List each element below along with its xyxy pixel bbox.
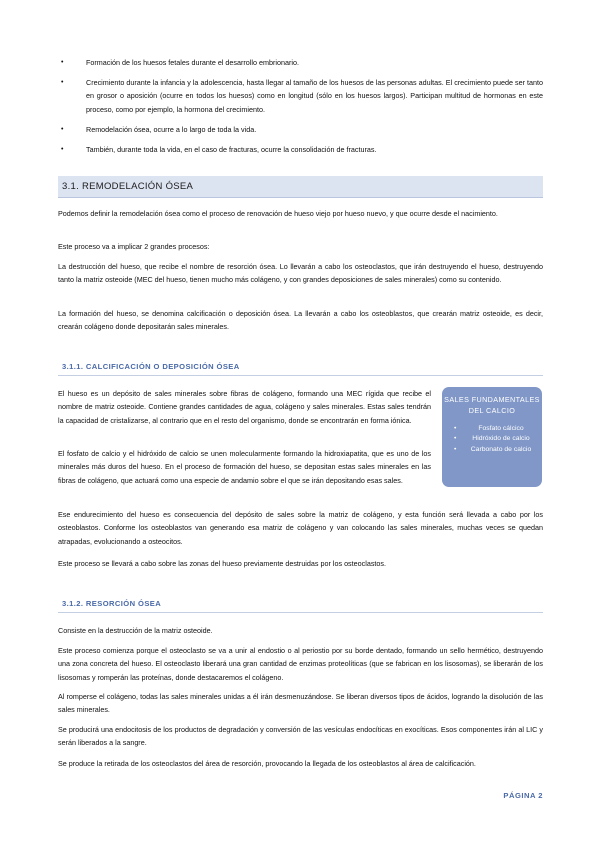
calcium-salts-sidebox (442, 387, 542, 487)
paragraph: Consiste en la destrucción de la matriz osteoide. (58, 626, 213, 635)
paragraph: Este proceso se llevará a cabo sobre las zonas del hueso previamente destruidas por los osteoclastos. (58, 559, 387, 568)
bullet-icon: • (61, 125, 64, 133)
paragraph: Este proceso comienza porque el osteoclasto se va a unir al endostio o al periostio por su borde dentado, formando un sello hermético, destruyendo una zona concreta del hueso. El osteoclasto liberará una gran cantidad de enzimas proteolíticas (que se fabrican en los lisosomas), se liberarán de los lisosomas y romperán las proteínas, donde destacaremos el colágeno. (58, 646, 543, 682)
bullet-icon: • (61, 146, 64, 154)
sidebox-item: • Carbonato de calcio (442, 445, 542, 455)
section-heading-remodelacion: 3.1. REMODELACIÓN ÓSEA (58, 176, 543, 198)
sidebox-item: • Fosfato cálcico (442, 424, 542, 434)
sidebox-title: SALES FUNDAMENTALES DEL CALCIO (444, 395, 540, 415)
bullet-item: • También, durante toda la vida, en el caso de fracturas, ocurre la consolidación de fracturas. (58, 143, 543, 156)
bullet-icon: • (454, 435, 457, 443)
paragraph: El fosfato de calcio y el hidróxido de calcio se unen molecularmente formando la hidroxiapatita, que es uno de los minerales más duros del hueso. En el proceso de formación del hueso, se depositan estas sales minerales en las fibras de colágeno, que actuará como una especie de andamio sobre el que se irán depositando esas sales. (58, 449, 431, 485)
subsection-heading-resorcion: 3.1.2. RESORCIÓN ÓSEA (58, 595, 543, 613)
subsection-heading-calcificacion: 3.1.1. CALCIFICACIÓN O DEPOSICIÓN ÓSEA (58, 358, 543, 376)
page-number: PÁGINA 2 (503, 791, 543, 800)
bullet-icon: • (454, 425, 457, 432)
paragraph: El hueso es un depósito de sales minerales sobre fibras de colágeno, formando una MEC rígida que recibe el nombre de matriz osteoide. Contiene grandes cantidades de agua, colágeno y sales minerales. Estas sales tendrán la capacidad de cristalizarse, al contrario que en el resto del organismo, donde se encontrarán en forma iónica. (58, 389, 431, 425)
paragraph: La destrucción del hueso, que recibe el nombre de resorción ósea. Lo llevarán a cabo los osteoclastos, que irán destruyendo el hueso, destruyendo tanto la matriz osteoide (MEC del hueso, tienen mucho más colágeno, y con grandes deposiciones de sales minerales) como su contenido. (58, 262, 543, 285)
bullet-icon: • (61, 79, 64, 87)
paragraph: Se producirá una endocitosis de los productos de degradación y conversión de las vesículas endocíticas en exocíticas. Esos componentes irán al LIC y serán liberados a la sangre. (58, 725, 543, 748)
bullet-item: • Crecimiento durante la infancia y la adolescencia, hasta llegar al tamaño de los huesos de las personas adultas. El crecimiento puede ser tanto en grosor o aposición (ocurre en todos los huesos) como en longitud (sólo en los huesos largos). Participan multitud de hormonas en este proceso, como por ejemplo, la hormona del crecimiento. (61, 78, 543, 114)
bullet-item: • Formación de los huesos fetales durante el desarrollo embrionario. (58, 56, 543, 69)
paragraph: Podemos definir la remodelación ósea como el proceso de renovación de hueso viejo por hueso nuevo, y que ocurre desde el nacimiento. (58, 209, 498, 218)
bullet-list (58, 56, 543, 163)
bullet-item: • Remodelación ósea, ocurre a lo largo de toda la vida. (58, 123, 543, 136)
paragraph: La formación del hueso, se denomina calcificación o deposición ósea. La llevarán a cabo los osteoblastos, que crearán matriz osteoide, es decir, crearán colágeno donde depositarán sales minerales. (58, 309, 543, 332)
bullet-icon: • (61, 59, 64, 66)
sidebox-item: • Hidróxido de calcio (442, 434, 542, 444)
paragraph: Este proceso va a implicar 2 grandes procesos: (58, 242, 210, 251)
paragraph: Al romperse el colágeno, todas las sales minerales unidas a él irán desmenuzándose. Se liberan diversos tipos de ácidos, logrando la disolución de las sales minerales. (58, 692, 543, 715)
bullet-icon: • (454, 445, 457, 453)
paragraph: Se produce la retirada de los osteoclastos del área de resorción, provocando la llegada de los osteoblastos al área de calcificación. (58, 759, 476, 768)
paragraph: Ese endurecimiento del hueso es consecuencia del depósito de sales sobre la matriz de colágeno, y esta función será llevada a cabo por los osteoblastos. Conforme los osteoblastos van generando esa matriz de colágeno y van colocando las sales minerales, muchas veces se quedan atrapadas, evolucionando a osteocitos. (58, 510, 543, 546)
